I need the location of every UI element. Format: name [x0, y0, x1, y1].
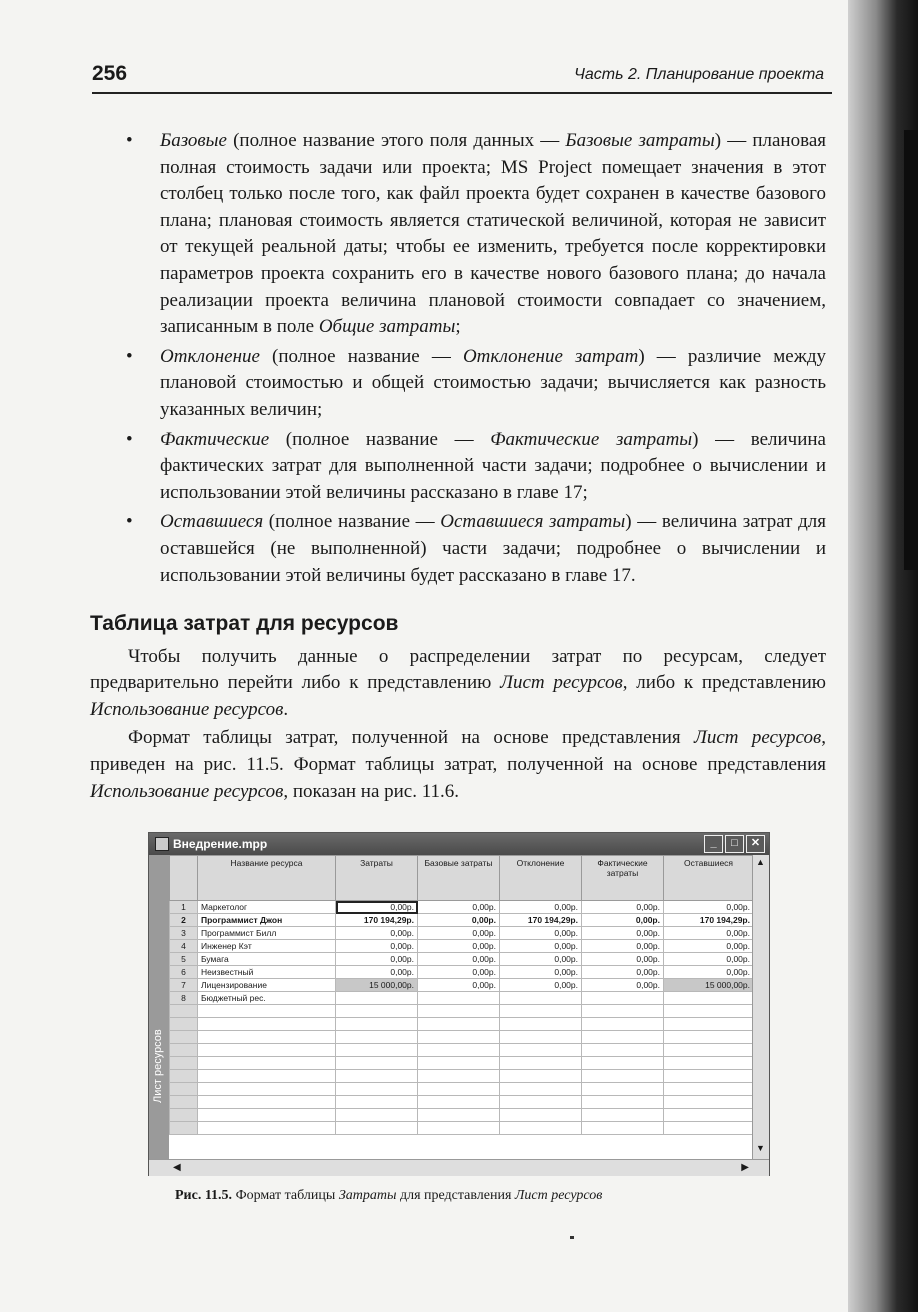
row-number[interactable]: [170, 1031, 198, 1044]
empty-cell[interactable]: [198, 1031, 336, 1044]
table-row: [170, 914, 754, 927]
row-number[interactable]: [170, 1005, 198, 1018]
row-number[interactable]: 1: [170, 901, 198, 914]
window-controls: [704, 835, 765, 853]
column-header[interactable]: Затраты: [336, 856, 418, 901]
empty-cell[interactable]: [582, 1031, 664, 1044]
scroll-up-icon[interactable]: ▲: [756, 857, 765, 867]
empty-cell[interactable]: [664, 1018, 754, 1031]
empty-cell[interactable]: [198, 1018, 336, 1031]
empty-cell[interactable]: [500, 1122, 582, 1135]
column-header[interactable]: Название ресурса: [198, 856, 336, 901]
page-number: 256: [92, 62, 128, 85]
actual-cost-cell[interactable]: 0,00р.: [582, 940, 664, 953]
row-number[interactable]: [170, 1018, 198, 1031]
view-bar[interactable]: [149, 855, 169, 1159]
variance-cell[interactable]: 0,00р.: [500, 927, 582, 940]
view-bar-label: Лист ресурсов: [152, 1029, 164, 1103]
empty-cell[interactable]: [418, 1122, 500, 1135]
actual-cost-cell[interactable]: 0,00р.: [582, 953, 664, 966]
remaining-cost-cell[interactable]: 0,00р.: [664, 901, 754, 914]
text: (полное название —: [259, 345, 463, 367]
table-row: [170, 940, 754, 953]
table-row: [170, 966, 754, 979]
empty-cell[interactable]: [198, 1083, 336, 1096]
table-row: [170, 901, 754, 914]
variance-cell[interactable]: 0,00р.: [500, 966, 582, 979]
view-name: Лист ресурсов: [500, 672, 623, 694]
full-term: Фактические затраты: [490, 428, 693, 450]
empty-cell[interactable]: [500, 1057, 582, 1070]
text: , приведен на рис. 11.5. Формат таблицы затрат, полученной на основе представления: [90, 727, 826, 776]
empty-cell[interactable]: [664, 1044, 754, 1057]
empty-cell[interactable]: [500, 1031, 582, 1044]
empty-row: [170, 1057, 754, 1070]
empty-cell[interactable]: [664, 1070, 754, 1083]
text: Формат таблицы: [232, 1188, 339, 1203]
empty-cell[interactable]: [664, 1096, 754, 1109]
full-term: Базовые затраты: [565, 130, 715, 151]
maximize-icon[interactable]: □: [725, 835, 744, 853]
scroll-left-icon[interactable]: ◀: [173, 1162, 181, 1173]
empty-row: [170, 1109, 754, 1122]
cost-cell[interactable]: 0,00р.: [336, 953, 418, 966]
empty-cell[interactable]: [500, 1070, 582, 1083]
term: Базовые: [160, 130, 227, 151]
bullet-item: [118, 344, 826, 424]
row-number[interactable]: 7: [170, 979, 198, 992]
empty-cell[interactable]: [336, 1083, 418, 1096]
text: для представления: [396, 1188, 515, 1203]
empty-row: [170, 1122, 754, 1135]
empty-cell[interactable]: [582, 1070, 664, 1083]
empty-cell[interactable]: [582, 1005, 664, 1018]
vertical-scrollbar[interactable]: [752, 855, 769, 1159]
text: , показан на рис. 11.6.: [283, 780, 460, 802]
row-number[interactable]: 4: [170, 940, 198, 953]
empty-cell[interactable]: [198, 1109, 336, 1122]
empty-cell[interactable]: [664, 1109, 754, 1122]
baseline-cost-cell[interactable]: 0,00р.: [418, 940, 500, 953]
empty-cell[interactable]: [500, 1005, 582, 1018]
empty-cell[interactable]: [664, 1122, 754, 1135]
table-row: [170, 979, 754, 992]
empty-cell[interactable]: [418, 1109, 500, 1122]
view-name: Использование ресурсов: [90, 698, 284, 720]
full-term: Оставшиеся затраты: [440, 511, 626, 533]
resource-name-cell[interactable]: Программист Джон: [198, 914, 336, 927]
text: .: [283, 698, 289, 720]
empty-cell[interactable]: [500, 1109, 582, 1122]
cost-cell[interactable]: [336, 992, 418, 1005]
resource-sheet: [149, 855, 769, 1159]
text: , либо к представлению: [622, 672, 826, 694]
empty-cell[interactable]: [418, 1083, 500, 1096]
bullet-item: [118, 509, 826, 589]
empty-cell[interactable]: [336, 1070, 418, 1083]
empty-cell[interactable]: [336, 1031, 418, 1044]
variance-cell[interactable]: 0,00р.: [500, 940, 582, 953]
table-row: [170, 953, 754, 966]
empty-cell[interactable]: [198, 1057, 336, 1070]
row-number[interactable]: 5: [170, 953, 198, 966]
text: (полное название —: [263, 511, 441, 533]
empty-cell[interactable]: [198, 1096, 336, 1109]
minimize-icon[interactable]: _: [704, 835, 723, 853]
empty-cell[interactable]: [500, 1044, 582, 1057]
variance-cell[interactable]: 0,00р.: [500, 979, 582, 992]
horizontal-scrollbar[interactable]: [149, 1159, 769, 1176]
close-icon[interactable]: ✕: [746, 835, 765, 853]
empty-cell[interactable]: [198, 1122, 336, 1135]
empty-cell[interactable]: [336, 1044, 418, 1057]
table-name: Затраты: [338, 1188, 397, 1203]
text: ) — различие между плановой стоимостью и общей стоимостью задачи; вычисляется как разность указанных величин;: [160, 345, 826, 420]
empty-cell[interactable]: [500, 1096, 582, 1109]
remaining-cost-cell[interactable]: 0,00р.: [664, 927, 754, 940]
empty-cell[interactable]: [582, 1018, 664, 1031]
row-number[interactable]: 6: [170, 966, 198, 979]
actual-cost-cell[interactable]: 0,00р.: [582, 914, 664, 927]
variance-cell[interactable]: 0,00р.: [500, 901, 582, 914]
column-header[interactable]: Базовые затраты: [418, 856, 500, 901]
resource-name-cell[interactable]: Программист Билл: [198, 927, 336, 940]
row-number[interactable]: [170, 1083, 198, 1096]
empty-row: [170, 1018, 754, 1031]
empty-cell[interactable]: [418, 1096, 500, 1109]
empty-cell[interactable]: [418, 1044, 500, 1057]
cost-cell[interactable]: 0,00р.: [336, 927, 418, 940]
resource-name-cell[interactable]: Бюджетный рес.: [198, 992, 336, 1005]
resource-name-cell[interactable]: Маркетолог: [198, 901, 336, 914]
empty-cell[interactable]: [418, 1031, 500, 1044]
section-title: Таблица затрат для ресурсов: [90, 612, 399, 636]
empty-cell[interactable]: [582, 1044, 664, 1057]
empty-cell[interactable]: [336, 1005, 418, 1018]
empty-cell[interactable]: [198, 1070, 336, 1083]
row-number[interactable]: [170, 1070, 198, 1083]
row-number[interactable]: [170, 1109, 198, 1122]
cost-cell[interactable]: 0,00р.: [336, 940, 418, 953]
empty-cell[interactable]: [664, 1031, 754, 1044]
scroll-right-icon[interactable]: ▶: [741, 1162, 749, 1173]
bullet-icon: •: [126, 130, 133, 151]
scroll-down-icon[interactable]: ▼: [756, 1143, 765, 1153]
empty-cell[interactable]: [336, 1109, 418, 1122]
resource-name-cell[interactable]: Бумага: [198, 953, 336, 966]
text: Формат таблицы затрат, полученной на основе представления: [128, 727, 694, 749]
empty-cell[interactable]: [418, 1057, 500, 1070]
empty-cell[interactable]: [664, 1083, 754, 1096]
variance-cell[interactable]: 170 194,29р.: [500, 914, 582, 927]
row-number[interactable]: 8: [170, 992, 198, 1005]
resource-name-cell[interactable]: Лицензирование: [198, 979, 336, 992]
text: Чтобы получить данные о распределении затрат по ресурсам, следует предварительно перейти либо к представлению: [90, 645, 826, 694]
column-header[interactable]: Отклонение: [500, 856, 582, 901]
term: Фактические: [160, 428, 270, 450]
empty-cell[interactable]: [336, 1122, 418, 1135]
cost-cell[interactable]: 0,00р.: [336, 901, 418, 914]
figure-number: Рис. 11.5.: [175, 1188, 233, 1203]
empty-cell[interactable]: [582, 1109, 664, 1122]
column-header[interactable]: [170, 856, 198, 901]
empty-cell[interactable]: [582, 1096, 664, 1109]
baseline-cost-cell[interactable]: 0,00р.: [418, 979, 500, 992]
table-row: [170, 992, 754, 1005]
baseline-cost-cell[interactable]: 0,00р.: [418, 966, 500, 979]
empty-row: [170, 1096, 754, 1109]
row-number[interactable]: [170, 1057, 198, 1070]
empty-cell[interactable]: [582, 1057, 664, 1070]
remaining-cost-cell[interactable]: [664, 992, 754, 1005]
column-header[interactable]: Фактические затраты: [582, 856, 664, 901]
row-number[interactable]: [170, 1096, 198, 1109]
empty-cell[interactable]: [664, 1057, 754, 1070]
view-name: Лист ресурсов: [514, 1188, 603, 1203]
bullet-icon: •: [126, 345, 133, 367]
table-row: [170, 927, 754, 940]
running-title: Часть 2. Планирование проекта: [574, 66, 824, 83]
empty-cell[interactable]: [582, 1122, 664, 1135]
row-number[interactable]: [170, 1122, 198, 1135]
term: Оставшиеся: [160, 511, 264, 533]
empty-cell[interactable]: [418, 1070, 500, 1083]
bullet-icon: •: [126, 428, 133, 450]
variance-cell[interactable]: 0,00р.: [500, 953, 582, 966]
cost-cell[interactable]: 170 194,29р.: [336, 914, 418, 927]
empty-row: [170, 1005, 754, 1018]
bullet-item: [118, 427, 826, 507]
baseline-cost-cell[interactable]: 0,00р.: [418, 927, 500, 940]
baseline-cost-cell[interactable]: 0,00р.: [418, 953, 500, 966]
window-titlebar[interactable]: [149, 833, 769, 855]
view-name: Лист ресурсов: [694, 727, 822, 749]
remaining-cost-cell[interactable]: 0,00р.: [664, 940, 754, 953]
baseline-cost-cell[interactable]: [418, 992, 500, 1005]
empty-cell[interactable]: [582, 1083, 664, 1096]
project-file-icon: [155, 837, 169, 851]
empty-cell[interactable]: [336, 1057, 418, 1070]
bullet-list: [118, 128, 826, 589]
term: Отклонение: [160, 345, 260, 367]
figure-window: [148, 832, 770, 1176]
figure-caption: [175, 1188, 775, 1204]
bullet-item: [118, 128, 826, 341]
empty-cell[interactable]: [198, 1044, 336, 1057]
window-title: Внедрение.mpp: [173, 837, 268, 851]
baseline-cost-cell[interactable]: 0,00р.: [418, 901, 500, 914]
variance-cell[interactable]: [500, 992, 582, 1005]
empty-row: [170, 1031, 754, 1044]
row-number[interactable]: [170, 1044, 198, 1057]
field-name: Общие затраты: [318, 316, 456, 338]
body-text: [90, 128, 826, 807]
actual-cost-cell[interactable]: 0,00р.: [582, 901, 664, 914]
view-name: Использование ресурсов: [90, 780, 284, 802]
text: ;: [455, 316, 461, 338]
empty-cell[interactable]: [500, 1018, 582, 1031]
empty-cell[interactable]: [198, 1005, 336, 1018]
header-row: [170, 856, 754, 901]
text: (полное название —: [269, 428, 491, 450]
column-header[interactable]: Оставшиеся: [664, 856, 754, 901]
empty-cell[interactable]: [418, 1018, 500, 1031]
text: ) — плановая полная стоимость задачи или проекта; MS Project помещает значения в этот столбец только после того, как файл проекта будет сохранен в качестве базового плана; плановая стоимость является статической величиной, которая не зависит от текущей реальной даты; чтобы ее изменить, требуется после корректировки параметров проекта сохранить его в качестве нового базового плана; до начала реализации проекта величина плановой стоимости совпадает со значением, записанным в поле: [160, 130, 826, 338]
baseline-cost-cell[interactable]: 0,00р.: [418, 914, 500, 927]
remaining-cost-cell[interactable]: 170 194,29р.: [664, 914, 754, 927]
cost-cell[interactable]: 0,00р.: [336, 966, 418, 979]
cost-table: [169, 855, 754, 1135]
actual-cost-cell[interactable]: 0,00р.: [582, 927, 664, 940]
empty-row: [170, 1070, 754, 1083]
full-term: Отклонение затрат: [462, 345, 639, 367]
empty-cell[interactable]: [664, 1005, 754, 1018]
paragraph: [90, 644, 826, 724]
row-number[interactable]: 3: [170, 927, 198, 940]
remaining-cost-cell[interactable]: 0,00р.: [664, 966, 754, 979]
text: ) — величина фактических затрат для выполненной части задачи; подробнее о вычислении и использовании этой величины рассказано в главе 17;: [160, 428, 826, 503]
empty-cell[interactable]: [500, 1083, 582, 1096]
empty-cell[interactable]: [418, 1005, 500, 1018]
text: ) — величина затрат для оставшейся (не выполненной) части задачи; подробнее о вычислении и использовании этой величины будет рассказано в главе 17.: [160, 511, 826, 586]
actual-cost-cell[interactable]: 0,00р.: [582, 966, 664, 979]
empty-cell[interactable]: [336, 1096, 418, 1109]
bullet-icon: •: [126, 511, 133, 533]
print-speck: [570, 1236, 574, 1239]
next-page-edge: [904, 130, 918, 570]
text: (полное название этого поля данных —: [226, 130, 566, 151]
page-header: [92, 62, 832, 94]
resource-name-cell[interactable]: Инженер Кэт: [198, 940, 336, 953]
actual-cost-cell[interactable]: [582, 992, 664, 1005]
row-number[interactable]: 2: [170, 914, 198, 927]
empty-cell[interactable]: [336, 1018, 418, 1031]
paragraph: [90, 725, 826, 805]
remaining-cost-cell[interactable]: 15 000,00р.: [664, 979, 754, 992]
empty-row: [170, 1044, 754, 1057]
resource-name-cell[interactable]: Неизвестный: [198, 966, 336, 979]
empty-row: [170, 1083, 754, 1096]
actual-cost-cell[interactable]: 0,00р.: [582, 979, 664, 992]
cost-cell[interactable]: 15 000,00р.: [336, 979, 418, 992]
remaining-cost-cell[interactable]: 0,00р.: [664, 953, 754, 966]
